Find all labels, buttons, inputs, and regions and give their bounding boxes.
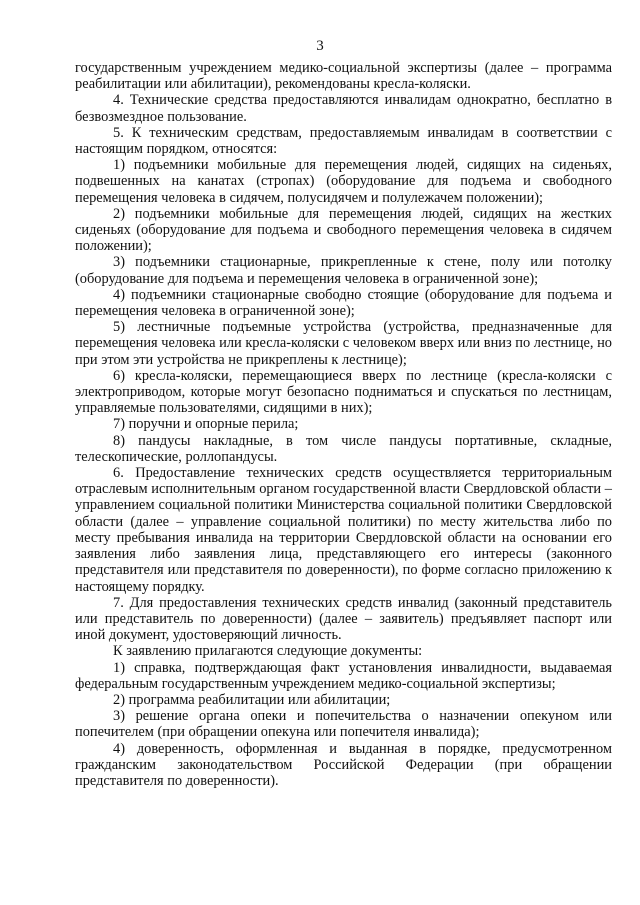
page-number: 3	[316, 38, 324, 54]
paragraph: 8) пандусы накладные, в том числе пандусы портативные, складные, телескопические, роллопандусы.	[75, 432, 612, 465]
paragraph: 3) подъемники стационарные, прикрепленные к стене, полу или потолку (оборудование для подъема и перемещения человека в ограниченной зоне);	[75, 254, 612, 287]
paragraph: 3) решение органа опеки и попечительства о назначении опекуном или попечителем (при обращении опекуна или попечителя инвалида);	[75, 708, 612, 741]
paragraph: 4) подъемники стационарные свободно стоящие (оборудование для подъема и перемещения человека в ограниченной зоне);	[75, 286, 612, 320]
paragraph: 1) справка, подтверждающая факт установления инвалидности, выдаваемая федеральным государственным учреждением медико-социальной экспертизы;	[75, 659, 612, 692]
paragraph: 4. Технические средства предоставляются инвалидам однократно, бесплатно в безвозмездное пользование.	[75, 92, 612, 125]
paragraph: 4) доверенность, оформленная и выданная в порядке, предусмотренном гражданским законодательством Российской Федерации (при обращении представителя по доверенности).	[75, 740, 612, 789]
paragraph: 6) кресла-коляски, перемещающиеся вверх по лестнице (кресла-коляски с электроприводом, которые могут безопасно подниматься и спускаться по лестницам, управляемые пользователями, сидящими в них);	[75, 367, 612, 417]
paragraph: К заявлению прилагаются следующие документы:	[113, 643, 423, 660]
paragraph: 5) лестничные подъемные устройства (устройства, предназначенные для перемещения человека или кресла-коляски с человеком вверх или вниз по лестнице, но при этом эти устройства не прикреплены к лестнице);	[75, 319, 612, 368]
paragraph: 1) подъемники мобильные для перемещения людей, сидящих на сиденьях, подвешенных на канатах (стропах) (оборудование для подъема и свободного перемещения человека в сидячем, полусидячем и полулежачем положении);	[75, 157, 612, 206]
paragraph: государственным учреждением медико-социальной экспертизы (далее – программа реабилитации или абилитации), рекомендованы кресла-коляски.	[75, 60, 612, 93]
paragraph: 7. Для предоставления технических средств инвалид (законный представитель или представитель по доверенности) (далее – заявитель) предъявляет паспорт или иной документ, удостоверяющий личность.	[75, 594, 612, 644]
paragraph: 2) подъемники мобильные для перемещения людей, сидящих на жестких сиденьях (оборудование для подъема и свободного перемещения человека в сидячем положении);	[75, 205, 612, 255]
paragraph: 6. Предоставление технических средств осуществляется территориальным отраслевым исполнительным органом государственной власти Свердловской области – управлением социальной политики Министерства социальной политики Свердловской области (далее – управление социальной политики) по месту жительства либо по месту пребывания инвалида на территории Свердловской области на основании его заявления либо заявления лица, представляющего его интересы (законного представителя или представителя по доверенности), по форме согласно приложению к настоящему порядку.	[75, 465, 612, 595]
document-body	[75, 60, 612, 789]
paragraph: 7) поручни и опорные перила;	[113, 416, 299, 433]
paragraph: 5. К техническим средствам, предоставляемым инвалидам в соответствии с настоящим порядком, относятся:	[75, 124, 612, 158]
paragraph: 2) программа реабилитации или абилитации;	[113, 691, 391, 708]
